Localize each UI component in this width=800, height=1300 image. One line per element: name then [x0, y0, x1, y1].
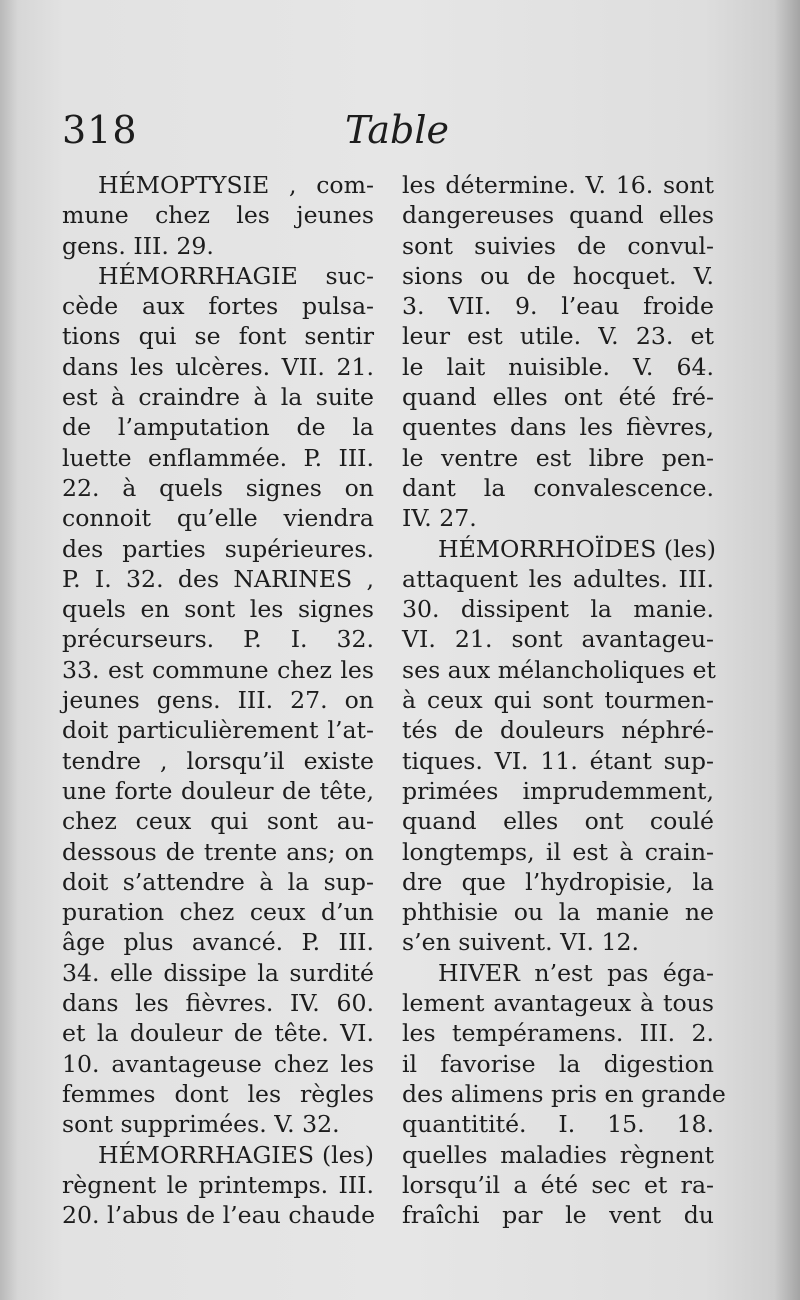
entry-line: règnent le printemps. III.: [62, 1170, 374, 1199]
entry-line: sont suivies de convul-: [402, 231, 714, 260]
entry-line: et la douleur de tête. VI.: [62, 1019, 374, 1048]
entry-line: dessous de trente ans; on: [62, 837, 374, 866]
entry-line: est à craindre à la suite: [62, 383, 374, 412]
entry-line: s’en suivent. VI. 12.: [402, 928, 639, 957]
entry-line: le lait nuisible. V. 64.: [402, 352, 714, 381]
entry-line: leur est utile. V. 23. et: [402, 322, 714, 351]
entry-line: jeunes gens. III. 27. on: [62, 686, 374, 715]
entry-line: tions qui se font sentir: [62, 322, 374, 351]
entry-line: 30. dissipent la manie.: [402, 595, 714, 624]
entry-line: il favorise la digestion: [402, 1049, 714, 1078]
entry-line: HÉMORRHAGIES (les): [98, 1140, 374, 1169]
left-column: [62, 170, 374, 1230]
entry-line: quantitité. I. 15. 18.: [402, 1110, 714, 1139]
entry-line: phthisie ou la manie ne: [402, 898, 714, 927]
entry-line: une forte douleur de tête,: [62, 776, 374, 805]
entry-line: sont supprimées. V. 32.: [62, 1110, 340, 1139]
entry-line: chez ceux qui sont au-: [62, 807, 374, 836]
entry-line: tiques. VI. 11. étant sup-: [402, 746, 714, 775]
page-number: 318: [62, 108, 138, 152]
entry-line: 20. l’abus de l’eau chaude: [62, 1201, 376, 1230]
entry-line: lement avantageux à tous: [402, 989, 714, 1018]
entry-line: dant la convalescence.: [402, 473, 714, 502]
entry-line: tés de douleurs néphré-: [402, 716, 714, 745]
entry-line: quentes dans les fièvres,: [402, 413, 714, 442]
entry-line: sions ou de hocquet. V.: [402, 261, 714, 290]
entry-line: puration chez ceux d’un: [62, 898, 374, 927]
entry-line: femmes dont les règles: [62, 1079, 374, 1108]
entry-line: lorsqu’il a été sec et ra-: [402, 1170, 714, 1199]
entry-line: 3. VII. 9. l’eau froide: [402, 292, 714, 321]
entry-line: longtemps, il est à crain-: [402, 837, 714, 866]
entry-line: 33. est commune chez les: [62, 655, 374, 684]
entry-line: dans les fièvres. IV. 60.: [62, 989, 374, 1018]
entry-line: HÉMORRHOÏDES (les): [438, 534, 716, 563]
entry-line: doit s’attendre à la sup-: [62, 867, 374, 896]
entry-line: précurseurs. P. I. 32.: [62, 625, 374, 654]
entry-line: 34. elle dissipe la surdité: [62, 958, 374, 987]
entry-line: mune chez les jeunes: [62, 201, 374, 230]
entry-line: à ceux qui sont tourmen-: [402, 686, 714, 715]
entry-line: le ventre est libre pen-: [402, 443, 714, 472]
entry-line: gens. III. 29.: [62, 231, 214, 260]
page-edge-shadow-left: [0, 0, 18, 1300]
entry-line: 10. avantageuse chez les: [62, 1049, 374, 1078]
entry-line: 22. à quels signes on: [62, 473, 374, 502]
entry-line: cède aux fortes pulsa-: [62, 292, 374, 321]
entry-line: âge plus avancé. P. III.: [62, 928, 374, 957]
entry-line: HÉMORRHAGIE suc-: [98, 261, 374, 290]
page-edge-shadow-right: [774, 0, 800, 1300]
entry-line: HÉMOPTYSIE , com-: [98, 171, 374, 199]
entry-line: VI. 21. sont avantageu-: [402, 625, 714, 654]
running-title: Table: [345, 108, 450, 152]
entry-line: HIVER n’est pas éga-: [438, 958, 714, 987]
entry-line: des alimens pris en grande: [402, 1079, 726, 1108]
entry-line: IV. 27.: [402, 504, 477, 533]
entry-line: attaquent les adultes. III.: [402, 564, 714, 593]
entry-line: connoit qu’elle viendra: [62, 504, 374, 533]
right-column: [402, 170, 726, 1230]
entry-line: des parties supérieures.: [62, 534, 374, 563]
entry-line: ses aux mélancholiques et: [402, 655, 716, 684]
entry-line: dans les ulcères. VII. 21.: [62, 352, 374, 381]
entry-line: tendre , lorsqu’il existe: [62, 746, 374, 775]
entry-line: quels en sont les signes: [62, 595, 374, 624]
entry-line: primées imprudemment,: [402, 776, 714, 805]
entry-line: quelles maladies règnent: [402, 1140, 714, 1169]
entry-line: dre que l’hydropisie, la: [402, 867, 714, 896]
entry-line: fraîchi par le vent du: [402, 1201, 714, 1230]
entry-line: quand elles ont coulé: [402, 807, 714, 836]
entry-line: de l’amputation de la: [62, 413, 374, 442]
entry-line: les détermine. V. 16. sont: [402, 171, 714, 199]
entry-line: doit particulièrement l’at-: [62, 716, 374, 745]
entry-line: P. I. 32. des NARINES ,: [62, 564, 374, 593]
entry-line: luette enflammée. P. III.: [62, 443, 374, 472]
entry-line: les tempéramens. III. 2.: [402, 1019, 714, 1048]
entry-line: dangereuses quand elles: [402, 201, 714, 230]
entry-line: quand elles ont été fré-: [402, 383, 714, 412]
